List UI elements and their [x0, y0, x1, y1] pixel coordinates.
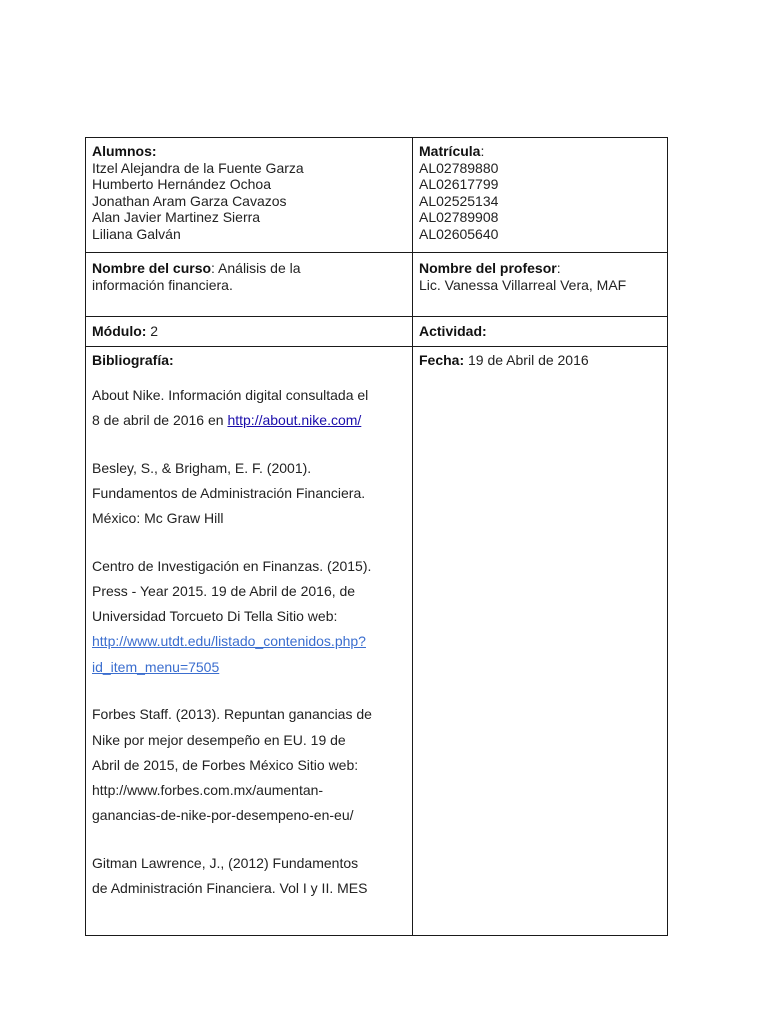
reference-line: 8 de abril de 2016 en http://about.nike.com/: [92, 411, 362, 428]
reference-line: Fundamentos de Administración Financiera.: [92, 484, 366, 501]
date-cell: [413, 347, 668, 936]
course-cell: [86, 253, 413, 317]
reference-line: Abril de 2015, de Forbes México Sitio web:: [92, 756, 359, 773]
professor-name: Lic. Vanessa Villarreal Vera, MAF: [419, 276, 627, 293]
enrollment-id: AL02617799: [419, 176, 499, 193]
professor-cell: [413, 253, 668, 317]
enrollment-cell: [413, 138, 668, 253]
date-field: Fecha: 19 de Abril de 2016: [419, 352, 589, 368]
enrollment-label: Matrícula:: [419, 143, 485, 159]
reference-line: ganancias-de-nike-por-desempeno-en-eu/: [92, 807, 354, 824]
module-cell: [86, 317, 413, 347]
enrollment-id: AL02605640: [419, 225, 499, 242]
student-name: Itzel Alejandra de la Fuente Garza: [92, 159, 304, 176]
enrollment-id: AL02789880: [419, 159, 499, 176]
student-name: Jonathan Aram Garza Cavazos: [92, 192, 287, 209]
reference-line: México: Mc Graw Hill: [92, 510, 224, 526]
reference-line: Universidad Torcueto Di Tella Sitio web:: [92, 608, 338, 625]
reference-utdt: [92, 554, 406, 680]
bibliography-row: [86, 347, 668, 936]
reference-line: Besley, S., & Brigham, E. F. (2001).: [92, 459, 312, 476]
activity-label: Actividad:: [419, 323, 487, 339]
reference-forbes: [92, 702, 406, 828]
student-name: Humberto Hernández Ochoa: [92, 176, 271, 193]
bibliography-cell: [86, 347, 413, 936]
reference-line: http://www.forbes.com.mx/aumentan-: [92, 782, 324, 799]
utdt-link-cont[interactable]: id_item_menu=7505: [92, 658, 220, 675]
reference-line: de Administración Financiera. Vol I y II. MES: [92, 880, 368, 897]
reference-line: Centro de Investigación en Finanzas. (2015).: [92, 557, 372, 574]
reference-line: About Nike. Información digital consultada el: [92, 386, 369, 403]
module-row: [86, 317, 668, 347]
reference-line: Gitman Lawrence, J., (2012) Fundamentos: [92, 855, 359, 872]
students-label: Alumnos:: [92, 143, 157, 159]
reference-line: Forbes Staff. (2013). Repuntan ganancias de: [92, 706, 372, 723]
reference-line: Nike por mejor desempeño en EU. 19 de: [92, 731, 346, 748]
reference-besley: [92, 456, 406, 532]
activity-cell: [413, 317, 668, 347]
professor-label: Nombre del profesor:: [419, 260, 561, 276]
module-field: Módulo: 2: [92, 323, 159, 339]
student-name: Liliana Galván: [92, 225, 181, 242]
students-cell: [86, 138, 413, 253]
reference-line: Press - Year 2015. 19 de Abril de 2016, de: [92, 583, 356, 599]
cover-table: [85, 137, 668, 936]
course-name-cont: información financiera.: [92, 276, 233, 293]
nike-link[interactable]: http://about.nike.com/: [227, 411, 362, 428]
course-name: Nombre del curso: Análisis de la: [92, 260, 301, 276]
bibliography-label: Bibliografía:: [92, 352, 174, 368]
enrollment-id: AL02789908: [419, 209, 499, 226]
enrollment-id: AL02525134: [419, 192, 499, 209]
course-row: [86, 253, 668, 317]
reference-nike: [92, 383, 406, 433]
reference-gitman: [92, 851, 406, 901]
utdt-link[interactable]: http://www.utdt.edu/listado_contenidos.php?: [92, 633, 366, 650]
students-row: [86, 138, 668, 253]
student-name: Alan Javier Martinez Sierra: [92, 209, 261, 226]
